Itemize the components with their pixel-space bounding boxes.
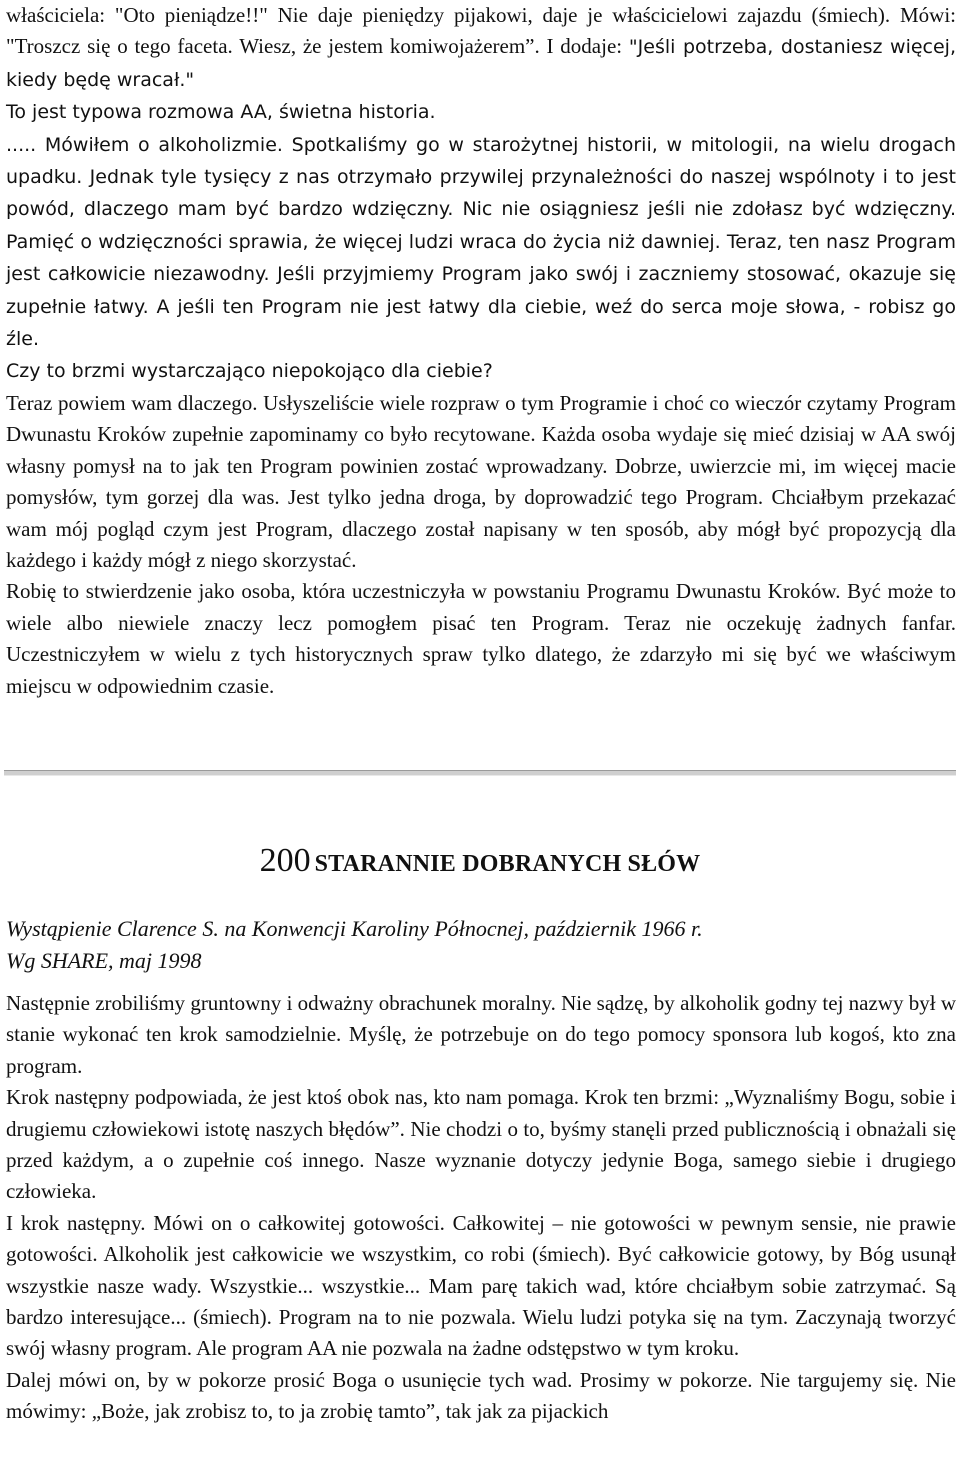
body-paragraph-1: Następnie zrobiliśmy gruntowny i odważny obrachunek moralny. Nie sądzę, by alkoholik godny tej nazwy był w stanie wykonać ten krok samodzielnie. Myślę, że potrzebuje on do tego pomocy sponsora lub kogoś, kto zna program. (6, 991, 956, 1078)
body-paragraph-3: I krok następny. Mówi on o całkowitej gotowości. Całkowitej – nie gotowości w pewnym sensie, nie prawie gotowości. Alkoholik jest całkowicie we wszystkim, co robi (śmiech). Być całkowicie gotowy, by Bóg usunął wszystkie nasze wady. Wszystkie... wszystkie... Mam parę takich wad, które chciałbym sobie zatrzymać. Są bardzo interesujące... (śmiech). Program na to nie pozwala. Wielu ludzi potyka się na tym. Zaczynają tworzyć swój własny program. Ale program AA nie pozwala na żadne odstępstwo w tym kroku. (6, 1210, 956, 1361)
paragraph-6-text: Robię to stwierdzenie jako osoba, która uczestniczyła w powstaniu Programu Dwunastu Kroków. Być może to wiele albo niewiele znaczy lecz pomogłem pisać ten Program. Teraz nie oczekuję żadnych fanfar. Uczestniczyłem w wielu z tych historycznych spraw tylko dlatego, że zdarzyło mi się być we właściwym miejscu w odpowiednim czasie. (6, 579, 956, 698)
paragraph-2-text: To jest typowa rozmowa AA, świetna historia. (6, 101, 436, 124)
paragraph-3-text: ..... Mówiłem o alkoholizmie. Spotkaliśmy go w starożytnej historii, w mitologii, na wielu drogach upadku. Jednak tyle tysięcy z nas otrzymało przywilej przynależności do naszej wspólnoty i to jest powód, dlaczego mam być bardzo wdzięczny. Nic nie osiągniesz jeśli nie zdołasz być wdzięczny. Pamięć o wdzięczności sprawia, że więcej ludzi wraca do życia niż dawniej. Teraz, ten nasz Program jest całkowicie niezawodny. Jeśli przyjmiemy Program jako swój i zaczniemy stosować, okazuje się zupełnie łatwy. A jeśli ten Program nie jest łatwy dla ciebie, weź do serca moje słowa, - robisz go źle. (6, 133, 956, 351)
top-section (6, 0, 956, 702)
article-body (6, 988, 956, 1428)
paragraph-3 (6, 129, 956, 356)
paragraph-5-text: Teraz powiem wam dlaczego. Usłyszeliście wiele rozpraw o tym Programie i choć co wieczór czytamy Program Dwunastu Kroków zupełnie zapominamy co było recytowane. Każda osoba wydaje się mieć dzisiaj w AA swój własny pomysł na to jak ten Program powinien zostać wprowadzany. Dobrze, uwierzcie mi, im więcej macie pomysłów, tym gorzej dla was. Jest tylko jedna droga, by doprowadzić tego Program. Chciałbym przekazać wam mój pogląd czym jest Program, dlaczego został napisany w ten sposób, aby mógł być propozycją dla każdego i każdy mógł z niego skorzystać. (6, 390, 956, 572)
paragraph-5 (6, 388, 956, 576)
body-paragraph-4: Dalej mówi on, by w pokorze prosić Boga o usunięcie tych wad. Prosimy w pokorze. Nie targujemy się. Nie mówimy: „Boże, jak zrobisz to, to ja zrobię tamto”, tak jak za pijackich (6, 1367, 956, 1424)
paragraph-1-part-2: "Jeśli potrzeba, dostaniesz więcej, kiedy będę wracał." (6, 36, 956, 91)
heading-text: STARANNIE DOBRANYCH SŁÓW (314, 851, 701, 877)
horizontal-divider (4, 770, 956, 776)
paragraph-6 (6, 576, 956, 702)
subtitle-line-1: Wystąpienie Clarence S. na Konwencji Karoliny Północnej, październik 1966 r. (6, 916, 703, 941)
subtitle-line-2: Wg SHARE, maj 1998 (6, 948, 202, 973)
paragraph-1 (6, 0, 956, 96)
paragraph-4-text: Czy to brzmi wystarczająco niepokojąco dla ciebie? (6, 360, 493, 383)
paragraph-1-part-1: właściciela: "Oto pieniądze!!" Nie daje pieniędzy pijakowi, daje je właścicielowi zajazdu (śmiech). Mówi: "Troszcz się o tego faceta. Wiesz, że jestem komiwojażerem”. I dodaje: (6, 3, 956, 59)
body-paragraph-2: Krok następny podpowiada, że jest ktoś obok nas, kto nam pomaga. Krok ten brzmi: „Wyznaliśmy Bogu, sobie i drugiemu człowiekowi istotę naszych błędów”. Nie chodzi o to, byśmy stanęli przed publicznością i obnażali się przed każdym, a o zupełnie coś innego. Nasze wyznanie dotyczy jedynie Boga, samego siebie i drugiego człowieka. (6, 1085, 956, 1204)
paragraph-2 (6, 96, 956, 128)
heading-number: 200 (259, 842, 311, 879)
paragraph-4 (6, 355, 956, 387)
section-heading (0, 842, 960, 880)
